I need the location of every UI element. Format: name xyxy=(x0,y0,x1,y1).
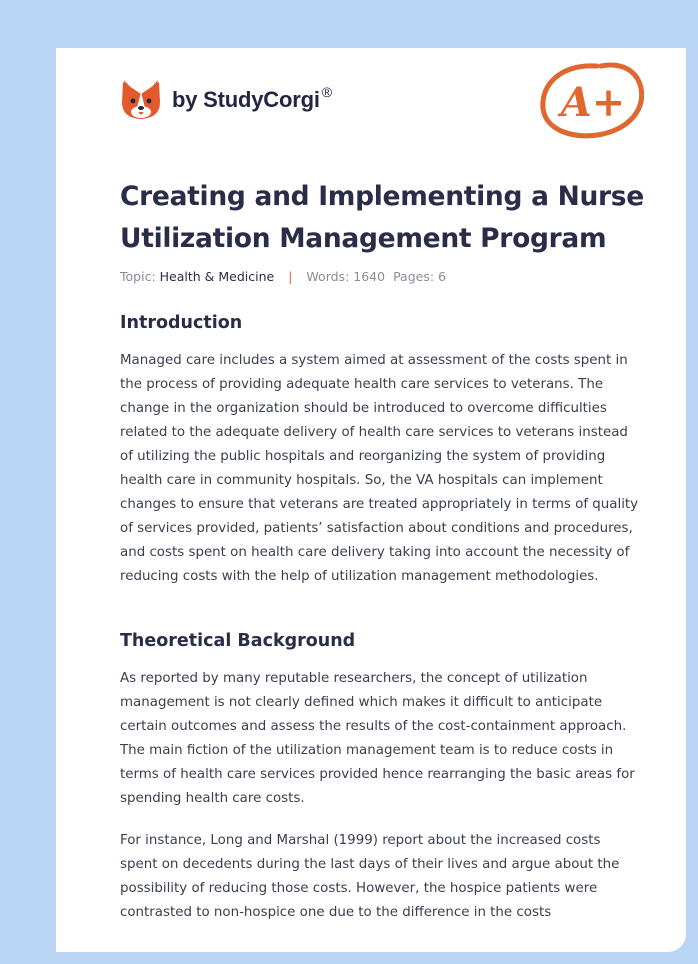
paragraph: Managed care includes a system aimed at assessment of the costs spent in the process of providing adequate health care services to veterans. The change in the organization should be introduced to overcome difficulties related to the adequate delivery of health care services to veterans instead of utilizing the public hospitals and reorganizing the system of providing health care in community hospitals. So, the VA hospitals can implement changes to ensure that veterans are treated appropriately in terms of quality of services provided, patients’ satisfaction about conditions and procedures, and costs spent on health care delivery taking into account the necessity of reducing costs with the help of utilization management methodologies. xyxy=(120,353,639,584)
words-label: Words: xyxy=(306,269,350,284)
paragraph: For instance, Long and Marshal (1999) report about the increased costs spent on decedents during the last days of their lives and argue about the possibility of reducing those costs. However, the hospice patients were contrasted to non-hospice one due to the difference in the costs xyxy=(120,833,620,920)
section-heading-theoretical-background: Theoretical Background xyxy=(120,631,356,651)
document-meta xyxy=(120,269,446,284)
words-value: 1640 xyxy=(353,269,386,284)
paragraph: As reported by many reputable researchers, the concept of utilization management is not clearly defined which makes it difficult to anticipate certain outcomes and assess the results of the cost-containment approach. The main fiction of the utilization management team is to reduce costs in terms of health care services provided hence rearranging the basic areas for spending health care costs. xyxy=(120,671,635,806)
document-page xyxy=(56,48,686,952)
topic-link[interactable]: Health & Medicine xyxy=(159,269,275,284)
pages-label: Pages: xyxy=(393,269,435,284)
pages-value: 6 xyxy=(438,269,446,284)
grade-mark: A+ xyxy=(560,79,626,126)
corgi-logo-icon xyxy=(120,74,162,122)
section-heading-introduction: Introduction xyxy=(120,313,243,333)
meta-separator: | xyxy=(288,269,293,284)
a-plus-grade-icon xyxy=(537,58,649,142)
topic-label: Topic: xyxy=(120,269,156,284)
page-title: Creating and Implementing a Nurse Utilization Management Program xyxy=(120,181,644,254)
brand-name: by StudyCorgi ® xyxy=(172,83,332,112)
brand-logo[interactable] xyxy=(120,74,332,122)
